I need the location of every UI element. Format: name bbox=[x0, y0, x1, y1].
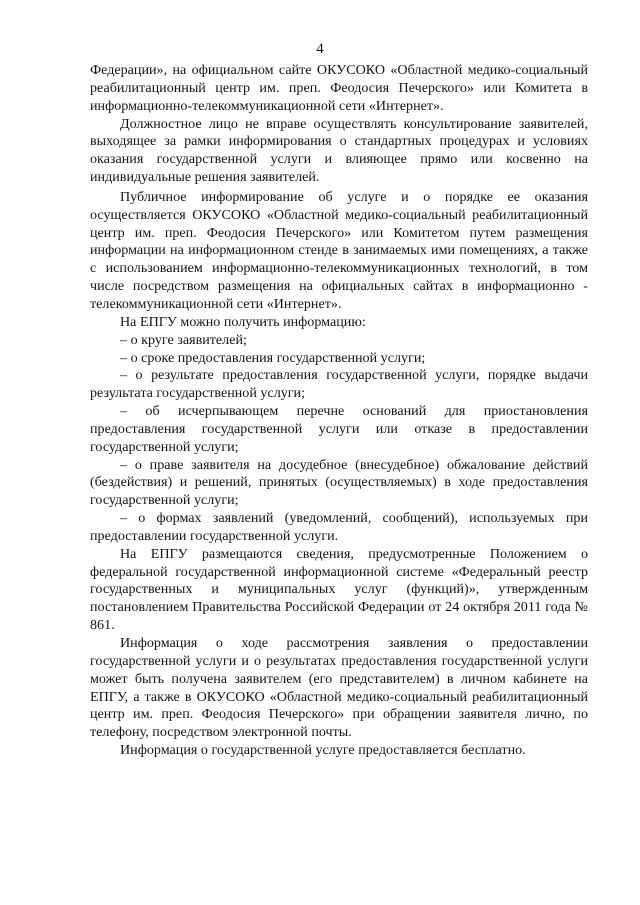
list-item: – о формах заявлений (уведомлений, сообщений), используемых при предоставлении государственной услуги. bbox=[90, 510, 588, 544]
info-list bbox=[90, 332, 588, 546]
page-number: 4 bbox=[316, 41, 324, 57]
list-item: – о сроке предоставления государственной услуги; bbox=[120, 349, 426, 366]
list-item: – о результате предоставления государственной услуги, порядке выдачи результата государственной услуги; bbox=[90, 367, 588, 402]
paragraph-epgu-info-intro: На ЕПГУ можно получить информацию: bbox=[120, 313, 366, 330]
paragraph-sites: Федерации», на официальном сайте ОКУСОКО «Областной медико-социальный реабилитационный центр им. преп. Феодосия Печерского» или Комитета в информационно-телекоммуникационной сети «Интернет». bbox=[90, 62, 588, 114]
list-item: – о круге заявителей; bbox=[120, 331, 247, 348]
paragraph-official-restriction: Должностное лицо не вправе осуществлять консультирование заявителей, выходящее за рамки информирования о стандартных процедурах и условиях оказания государственной услуги и влияющее прямо или косвенно на индивидуальные решения заявителей. bbox=[90, 115, 588, 186]
paragraph-epgu-register: На ЕПГУ размещаются сведения, предусмотренные Положением о федеральной государственной информационной системе «Федеральный реестр государственных и муниципальных услуг (функций)», утвержденным постановлением Правительства Российской Федерации от 24 октября 2011 года № 861. bbox=[90, 545, 588, 634]
paragraph-free-of-charge: Информация о государственной услуге предоставляется бесплатно. bbox=[120, 742, 526, 759]
list-item: – о праве заявителя на досудебное (внесудебное) обжалование действий (бездействия) и решений, принятых (осуществляемых) в ходе предоставления государственной услуги; bbox=[90, 456, 588, 509]
paragraph-public-informing: Публичное информирование об услуге и о порядке ее оказания осуществляется ОКУСОКО «Областной медико-социальный реабилитационный центр им. преп. Феодосия Печерского» или Комитетом путем размещения информации на информационном стенде в занимаемых ими помещениях, а также с использованием информационно-телекоммуникационных технологий, в том числе посредством размещения на официальных сайтах в информационно - телекоммуникационной сети «Интернет». bbox=[90, 188, 588, 312]
paragraph-application-status: Информация о ходе рассмотрения заявления о предоставлении государственной услуги и о результатах предоставления государственной услуги может быть получена заявителем (его представителем) в личном кабинете на ЕПГУ, а также в ОКУСОКО «Областной медико-социальный реабилитационный центр им. преп. Феодосия Печерского» при обращении заявителя лично, по телефону, посредством электронной почты. bbox=[90, 635, 588, 741]
document-body bbox=[90, 62, 588, 760]
list-item: – об исчерпывающем перечне оснований для приостановления предоставления государственной услуги или отказе в предоставлении государственной услуги; bbox=[90, 403, 588, 455]
